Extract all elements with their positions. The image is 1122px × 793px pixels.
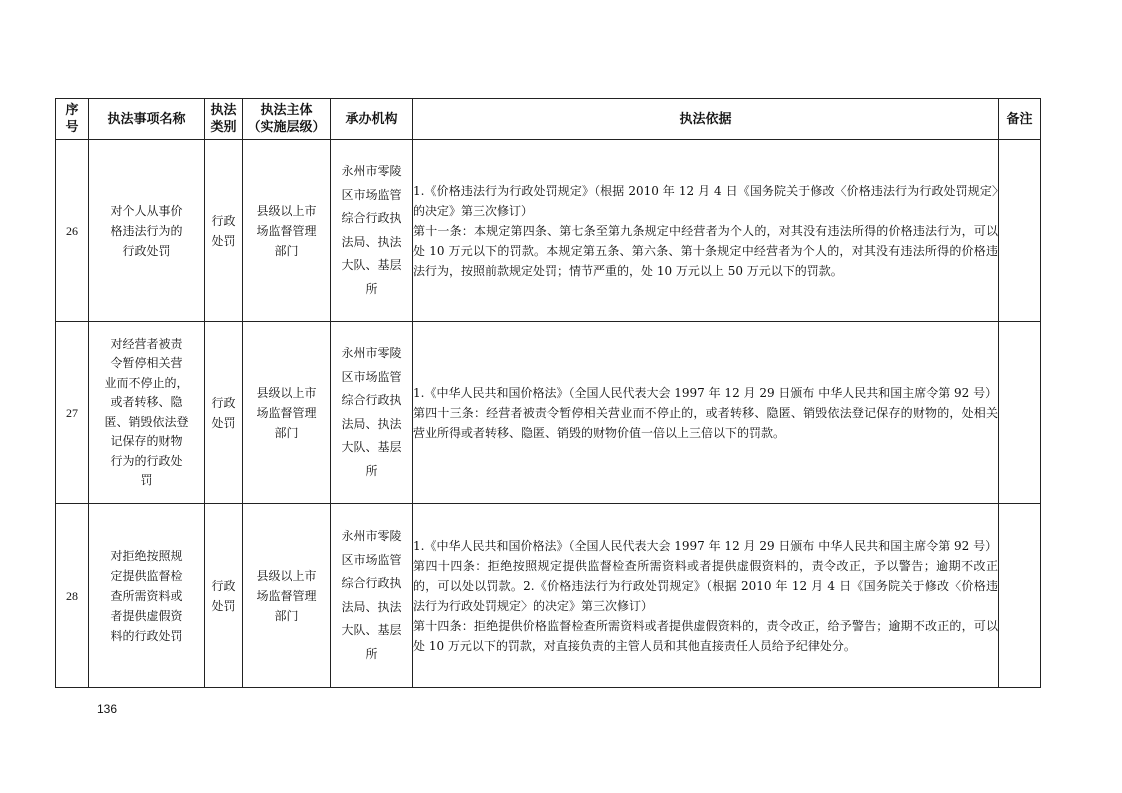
text-line: 对个人从事价 [110, 203, 183, 218]
row-seq: 28 [56, 504, 89, 688]
header-seq-line: 号 [65, 120, 79, 135]
header-category-line: 执法 [210, 103, 237, 118]
page-number: 136 [97, 702, 118, 716]
text-line: 大队、基层 [341, 258, 402, 272]
basis-paragraph: 第四十四条：拒绝按照规定提供监督检查所需资料或者提供虚假资料的，责令改正，予以警告；逾期不改正的，可以处以罚款。2.《价格违法行为行政处罚规定》（根据 2010 年 12 月 4 日《国务院关于修改〈价格违法行为行政处罚规定〉的决定》第三次修订） [413, 558, 998, 613]
text-line: 格违法行为的 [110, 223, 183, 238]
header-seq-line: 序 [65, 103, 79, 118]
text-line: 永州市零陵 [341, 164, 402, 178]
text-line: 记保存的财物 [110, 434, 183, 448]
text-line: 所 [365, 281, 378, 296]
basis-paragraph: 1.《中华人民共和国价格法》（全国人民代表大会 1997 年 12 月 29 日颁布 中华人民共和国主席令第 92 号） [413, 538, 998, 553]
row-remarks [999, 322, 1041, 504]
text-line: 匿、销毁依法登 [104, 414, 189, 429]
header-seq [56, 99, 89, 140]
row-subject [243, 322, 331, 504]
text-line: 对拒绝按照规 [110, 548, 183, 563]
text-line: 对经营者被责 [110, 336, 183, 351]
row-basis [413, 322, 999, 504]
row-agency [331, 504, 413, 688]
text-line: 永州市零陵 [341, 346, 402, 360]
text-line: 大队、基层 [341, 623, 402, 637]
header-item-name: 执法事项名称 [89, 99, 205, 140]
row-agency [331, 140, 413, 322]
text-line: 行政 [211, 213, 236, 228]
text-line: 查所需资料或 [110, 588, 183, 603]
header-row [56, 99, 1041, 140]
text-line: 综合行政执 [341, 393, 402, 407]
text-line: 法局、执法 [341, 416, 402, 431]
text-line: 或者转移、隐 [110, 395, 183, 409]
row-agency [331, 322, 413, 504]
row-basis [413, 140, 999, 322]
text-line: 所 [365, 646, 378, 661]
header-category-line: 类别 [210, 120, 237, 135]
text-line: 县级以上市 [256, 385, 317, 400]
row-basis [413, 504, 999, 688]
row-seq: 27 [56, 322, 89, 504]
row-item-name [89, 504, 205, 688]
row-category [205, 140, 243, 322]
row-remarks [999, 140, 1041, 322]
text-line: 区市场监管 [341, 187, 402, 202]
text-line: 行政处罚 [122, 243, 171, 258]
enforcement-table [55, 98, 1041, 688]
basis-paragraph: 第十四条：拒绝提供价格监督检查所需资料或者提供虚假资料的，责令改正，给予警告；逾期不改正的，可以处 10 万元以下的罚款，对直接负责的主管人员和其他直接责任人员给予纪律处分。 [413, 618, 998, 653]
row-item-name [89, 140, 205, 322]
text-line: 者提供虚假资 [110, 608, 183, 623]
text-line: 综合行政执 [341, 211, 402, 225]
text-line: 处罚 [211, 233, 236, 248]
text-line: 场监督管理 [256, 588, 317, 603]
header-basis: 执法依据 [413, 99, 999, 140]
text-line: 行为的行政处 [110, 453, 183, 468]
header-agency: 承办机构 [331, 99, 413, 140]
text-line: 部门 [274, 425, 299, 440]
text-line: 业而不停止的， [104, 375, 189, 390]
text-line: 区市场监管 [341, 369, 402, 384]
text-line: 行政 [211, 395, 236, 410]
text-line: 部门 [274, 608, 299, 623]
text-line: 行政 [211, 578, 236, 593]
text-line: 令暂停相关营 [110, 356, 183, 370]
text-line: 永州市零陵 [341, 529, 402, 543]
text-line: 大队、基层 [341, 440, 402, 454]
table-row [56, 322, 1041, 504]
row-item-name [89, 322, 205, 504]
text-line: 所 [365, 463, 378, 478]
row-subject [243, 504, 331, 688]
row-remarks [999, 504, 1041, 688]
text-line: 县级以上市 [256, 568, 317, 583]
basis-paragraph: 第四十三条：经营者被责令暂停相关营业而不停止的，或者转移、隐匿、销毁依法登记保存的财物的，处相关营业所得或者转移、隐匿、销毁的财物价值一倍以上三倍以下的罚款。 [413, 405, 998, 440]
table-row [56, 140, 1041, 322]
text-line: 料的行政处罚 [110, 628, 183, 643]
header-subject-line: （实施层级） [247, 120, 326, 135]
text-line: 场监督管理 [256, 405, 317, 420]
basis-paragraph: 1.《中华人民共和国价格法》（全国人民代表大会 1997 年 12 月 29 日颁布 中华人民共和国主席令第 92 号） [413, 385, 998, 400]
text-line: 罚 [140, 473, 153, 487]
table-row [56, 504, 1041, 688]
row-category [205, 504, 243, 688]
header-category [205, 99, 243, 140]
row-category [205, 322, 243, 504]
text-line: 处罚 [211, 415, 236, 430]
header-remarks: 备注 [999, 99, 1041, 140]
text-line: 区市场监管 [341, 552, 402, 567]
text-line: 处罚 [211, 598, 236, 613]
basis-paragraph: 第十一条：本规定第四条、第七条至第九条规定中经营者为个人的，对其没有违法所得的价格违法行为，可以处 10 万元以下的罚款。本规定第五条、第六条、第十条规定中经营者为个人的，对其没有违法所得的价格违法行为，按照前款规定处罚；情节严重的，处 10 万元以上 50 万元以下的罚款。 [413, 223, 998, 278]
row-subject [243, 140, 331, 322]
text-line: 综合行政执 [341, 576, 402, 590]
text-line: 县级以上市 [256, 203, 317, 218]
basis-paragraph: 1.《价格违法行为行政处罚规定》（根据 2010 年 12 月 4 日《国务院关于修改〈价格违法行为行政处罚规定〉的决定》第三次修订） [413, 183, 998, 218]
row-seq: 26 [56, 140, 89, 322]
text-line: 法局、执法 [341, 599, 402, 614]
text-line: 部门 [274, 243, 299, 258]
header-subject-line: 执法主体 [260, 103, 313, 118]
text-line: 场监督管理 [256, 223, 317, 238]
text-line: 法局、执法 [341, 234, 402, 249]
text-line: 定提供监督检 [110, 568, 183, 583]
header-subject [243, 99, 331, 140]
